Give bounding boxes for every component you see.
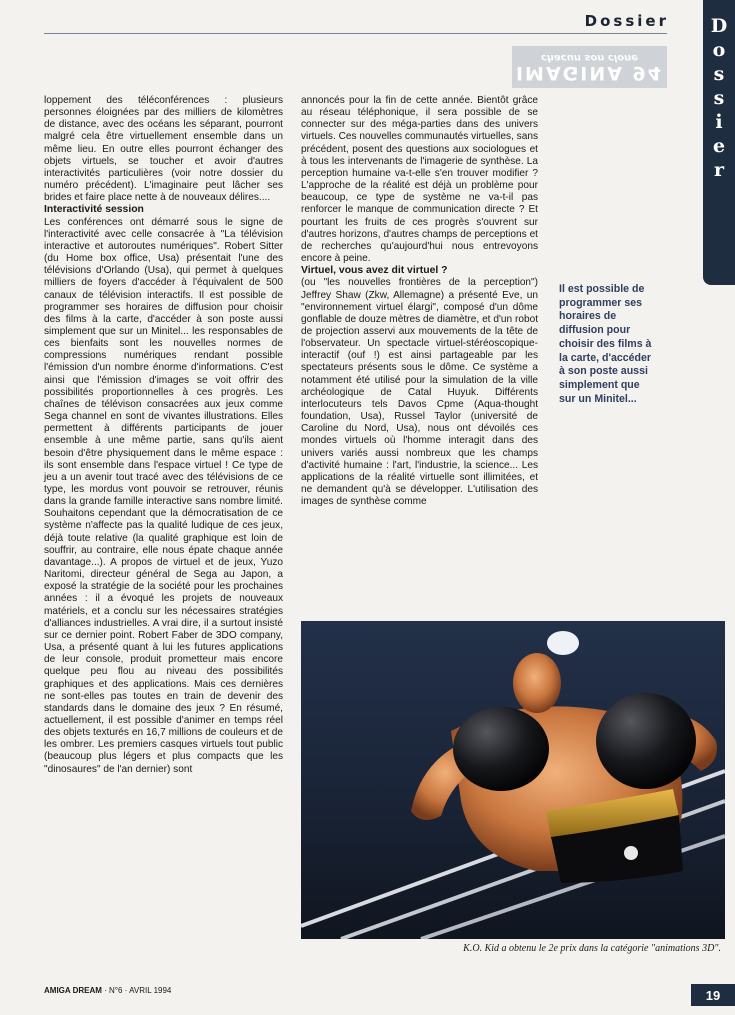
- page-number: 19: [691, 984, 735, 1006]
- side-tab-letter: o: [712, 39, 726, 61]
- side-tab-letter: r: [713, 159, 724, 181]
- footer-magazine: [44, 986, 171, 995]
- section-heading: Interactivité session: [44, 204, 144, 216]
- paragraph: annoncés pour la fin de cette année. Bientôt grâce au réseau téléphonique, il sera possible de se connecter sur des méga-parties dans des univers virtuels. Ces nouvelles communautés virtuelles, sans précédent, posent des questions aux sociologues et à tous les intervenants de l'imagerie de synthèse. La perception humaine va-t-elle s'en trouver modifier ? L'approche de la réalité est déjà un problème pour beaucoup, ce type de système ne va-t-il pas renforcer le manque de communication directe ? Et pourtant les fruits de ces progrès s'ouvrent sur d'autres horizons, d'autres champs de perceptions et de recherches qu'aujourd'hui nous entrevoyons encore à peine.: [301, 95, 538, 265]
- left-column: [44, 95, 283, 776]
- header-divider: [44, 33, 667, 34]
- side-tab-letter: s: [713, 87, 725, 109]
- logo-subtitle: chacun son clone: [541, 52, 638, 63]
- side-tab-letter: e: [712, 135, 726, 157]
- paragraph: (ou "les nouvelles frontières de la perception") Jeffrey Shaw (Zkw, Allemagne) a présenté Eve, un "environnement virtuel élargi", composé d'un dôme gonflable de douze mètres de diamètre, et d'un robot de projection asservi aux mouvements de la tête de l'observateur. Un spectacle virtuel-stéréoscopique-interactif (ouf !) est ainsi partageable par les spectateurs présents sous le dôme. Ce système a notamment été utilisé pour la simulation de la ville archéologique de Catal Huyuk. Différents interlocuteurs tels Davos Cpme (Aqua-thought foundation, Usa), Russel Taylor (université de Caroline du Nord, Usa), nous ont dévoilés ces mondes virtuels où l'homme interagit dans des univers variés aussi nombreux que les champs d'activité humaine : l'art, l'industrie, la science... Les applications de la réalité virtuelle sont illimitées, et ne demandent qu'à se développer. L'utilisation des images de synthèse comme: [301, 277, 538, 508]
- boxer-render-image: [301, 621, 725, 939]
- boxer-illustration: [301, 621, 725, 939]
- section-header: Dossier: [584, 12, 669, 30]
- magazine-name: AMIGA DREAM: [44, 986, 102, 995]
- pull-quote: Il est possible de programmer ses horaires de diffusion pour choisir des films à la carte, d'accéder à son poste aussi simplement que sur un Minitel...: [559, 283, 652, 405]
- section-heading: Virtuel, vous avez dit virtuel ?: [301, 265, 448, 277]
- imagina-logo: [512, 46, 667, 88]
- middle-column: [301, 95, 538, 508]
- paragraph: loppement des téléconférences : plusieurs personnes éloignées par des milliers de kilomètres de distance, avec des océans les séparant, pourront malgré cela être virtuellement ensemble dans un même lieu. En outre elles pourront échanger des objets virtuels, se toucher et avoir d'autres interactivités particulières (voir notre dossier du numéro précédent). L'imaginaire peut lâcher ses brides et faire place nette à de nouveaux délires....: [44, 95, 283, 204]
- logo-title: IMAGINA 94: [515, 62, 663, 84]
- paragraph: Les conférences ont démarré sous le signe de l'interactivité avec celle consacrée à "La télévision interactive et autoroutes numériques". Robert Sitter (du Home box office, Usa) présentait l'une des télévisions d'Orlando (Usa), qui permet à quelques milliers de foyers d'accéder à l'équivalent de 500 canaux de télévision interactifs. Il est possible de programmer ses horaires de diffusion pour choisir des films à la carte, d'accéder à son poste aussi simplement que sur un Minitel... les responsables de ces bienfaits sont les nouvelles normes de compressions numériques rendant possible l'émission d'un nombre énorme d'informations. C'est ainsi que l'émission d'images se voit offrir des possibilités proportionnelles à ces progrès. Les chaînes de télévison consacrées aux jeux comme Sega channel en sont de vivantes illustrations. Elles permettent à différents participants de jouer ensemble à une même partie, sans qu'ils aient besoin d'être physiquement dans le même espace : ils sont ensemble dans l'espace virtuel ! Ce type de jeu a un avenir tout tracé avec des télévisions de ce type, les mordus vont pouvoir se retrouver, réunis dans la grande famille interactive sans nombre limité. Souhaitons cependant que la démocratisation de ce système n'affecte pas la qualité ludique de ces jeux, déjà toute relative (la qualité graphique est loin de souffrir, au contraire, elle nous épate chaque année davantage...). A propos de virtuel et de jeux, Yuzo Naritomi, directeur général de Sega au Japon, a exposé la stratégie de la société pour les prochaines années : il a évoqué les projets de nouveaux matériels, et a conclu sur les nécessaires stratégies d'alliances industrielles. A vrai dire, il a surtout insisté sur ce dernier point. Robert Faber de 3DO company, Usa, a présenté quant à lui les futures applications de leur console, produit prometteur mais encore quelque peu flou au niveau des possibilités graphiques et des applications. Mais ces dernières ne sont-elles pas toutes en train de devenir des standards dans le domaine des jeux ? En résumé, actuellement, il est possible d'animer en temps réel des objets texturés en 16,7 millions de couleurs et de les ombrer. Les premiers casques virtuels tout public (beaucoup plus légers et plus compacts que les "dinosaures" de l'an dernier) sont: [44, 216, 283, 775]
- issue-info: · N°6 · AVRIL 1994: [101, 986, 172, 995]
- image-caption: K.O. Kid a obtenu le 2e prix dans la catégorie "animations 3D".: [463, 943, 721, 954]
- side-tab-letter: i: [715, 111, 723, 133]
- side-tab-letter: s: [713, 63, 725, 85]
- section-side-tab: [703, 0, 735, 285]
- side-tab-letter: D: [710, 15, 728, 37]
